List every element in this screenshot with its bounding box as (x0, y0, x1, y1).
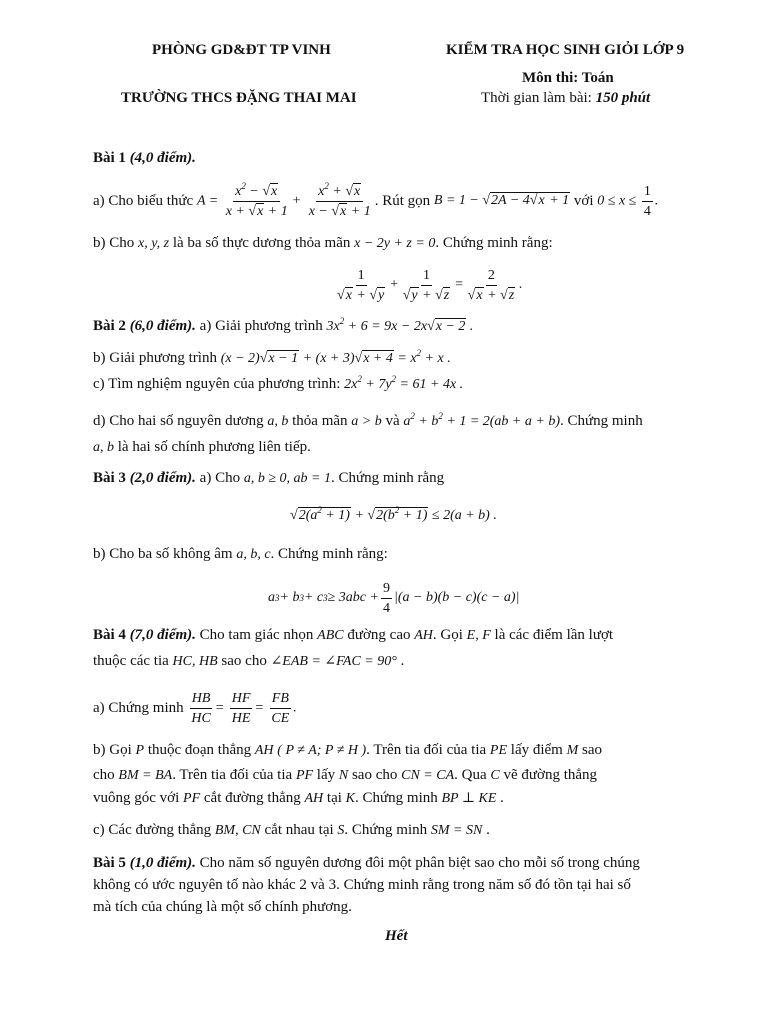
end-marker: Hết (385, 928, 408, 944)
bai4-b-line1 (93, 742, 602, 759)
bai4-b1-m: M (566, 742, 579, 758)
bai4-b1-text2: . Trên tia đối của tia (366, 742, 487, 758)
bai3-a (93, 470, 444, 487)
bai4-b3-a: vuông góc với (93, 790, 180, 806)
bai1-b-end: . Chứng minh rằng: (435, 235, 553, 251)
subject-line: Môn thi: Toán (522, 70, 614, 86)
bai2-points: (6,0 điểm). (129, 318, 196, 334)
bai1-a-range: 0 ≤ x ≤ $\frac{1}{4}$ . (597, 183, 659, 219)
bai4-b1-ah: AH (254, 742, 274, 758)
bai4-c-a: c) Các đường thẳng (93, 822, 212, 838)
bai4-b1-text: thuộc đoạn thẳng (147, 742, 252, 758)
bai4-b2-b: . Trên tia đối của tia (172, 767, 293, 783)
bai3-a-inequality: $√2(a^2 + 1)$ + $√2(b^2 + 1)$ ≤ 2(a + b) . (290, 505, 497, 523)
bai4-intro-line1 (93, 627, 613, 644)
bai4-a-prefix: a) Chứng minh (93, 699, 184, 716)
bai2-a-prefix: a) Giải phương trình (199, 318, 323, 334)
time-value: 150 phút (595, 90, 651, 106)
bai2-d-cond2: $a^2 + b^2 + 1 = 2(ab + a + b)$ (403, 410, 560, 429)
bai5-title: Bài 5 (93, 855, 126, 871)
bai4-b2-a: cho (93, 767, 115, 783)
bai4-b3-c: tại (326, 790, 342, 806)
bai4-b2-f: vẽ đường thẳng (503, 767, 598, 783)
department-name: PHÒNG GD&ĐT TP VINH (152, 42, 331, 58)
bai1-a-B: B = 1 − √2A − 4√x + 1 (433, 193, 570, 208)
bai4-a-ratio: $\frac{HB}{HC}$ = $\frac{HF}{HE}$ = $\frac{FB}{CE}$ . (191, 690, 297, 726)
bai4-b2-c: lấy (316, 767, 336, 783)
bai2-d-line2 (93, 439, 311, 456)
bai3-title: Bài 3 (93, 470, 126, 486)
bai1-b-cond: x − 2y + z = 0 (354, 236, 436, 251)
bai4-b3-pf: PF (183, 790, 201, 806)
bai1-b (93, 235, 553, 252)
bai4-b1-cond: ( P ≠ A; P ≠ H ) (277, 742, 367, 758)
bai4-ef: E, F (466, 627, 491, 643)
bai4-b2-d: sao cho (351, 767, 398, 783)
bai4-b2-pf: PF (295, 767, 314, 783)
bai4-b3-goal: BP ⊥ KE (441, 791, 497, 806)
bai4-line2a: thuộc các tia (93, 653, 169, 669)
bai4-b3-ah: AH (304, 790, 324, 806)
bai3-a-cond: a, b ≥ 0, ab = 1 (243, 470, 331, 486)
bai3-b-inequality: a 3 + b 3 + c 3 ≥ 3abc + $\frac{9}{4}$ |(a − b)(b − c)(c − a)| (268, 580, 520, 616)
exam-title: KIỂM TRA HỌC SINH GIỎI LỚP 9 (446, 42, 685, 58)
bai5-points: (1,0 điểm). (129, 855, 196, 871)
bai4-c-lines: BM, CN (214, 822, 261, 838)
bai2-b (93, 347, 451, 367)
bai3-b-prefix: b) Cho ba số không âm (93, 546, 233, 562)
bai3-points: (2,0 điểm). (129, 470, 196, 486)
bai4-angle-cond: ∠EAB = ∠FAC = 90° (270, 654, 397, 669)
bai4-b2-e: . Qua (454, 767, 487, 783)
bai1-a-expression: A = $\frac{x^2 - √x}{x + √x + 1}$ + $\frac{x^2 + √x}{x - √x + 1}$ (196, 180, 371, 219)
bai4-c-s: S (337, 822, 345, 838)
bai4-rays: HC, HB (172, 653, 218, 669)
bai5-line3: mà tích của chúng là một số chính phương. (93, 899, 352, 915)
bai5-text1: Cho năm số nguyên dương đôi một phân biệt sao cho mỗi số trong chúng (199, 855, 640, 871)
bai2-b-equation: $(x - 2)√x - 1 + (x + 3)√x + 4 = x^2 + x$ . (220, 347, 451, 366)
bai2-d-text1: thỏa mãn (292, 413, 348, 429)
bai4-c-c: . Chứng minh (344, 822, 428, 838)
bai4-intro3: . Gọi (432, 627, 463, 643)
bai4-intro-line2: thuộc các tia HC, HB sao cho ∠EAB = ∠FAC = 90° . (93, 653, 405, 669)
bai1-heading (93, 150, 196, 167)
bai2-d-prefix: d) Cho hai số nguyên dương (93, 413, 264, 429)
bai2-d-vars: a, b (267, 413, 289, 429)
bai4-b-line2 (93, 767, 597, 784)
time-line (481, 90, 650, 107)
bai4-b1-p: P (135, 742, 145, 758)
bai4-intro4: là các điểm lần lượt (494, 627, 614, 643)
bai2-d-line2-vars: a, b (93, 440, 114, 455)
bai3-b (93, 546, 388, 563)
bai2-c-equation: $2x^2 + 7y^2 = 61 + 4x$ . (344, 373, 464, 392)
bai2-d-and: và (385, 413, 400, 429)
bai4-b2-cond2: CN = CA (401, 767, 455, 783)
bai4-b2-cond: BM = BA (118, 767, 173, 783)
bai3-b-vars: a, b, c (236, 546, 271, 562)
bai1-points: (4,0 điểm). (129, 150, 196, 166)
bai4-b1: b) Gọi (93, 742, 132, 758)
bai4-intro2: đường cao (347, 627, 411, 643)
bai1-a-mid: . Rút gọn (374, 192, 431, 209)
bai4-points: (7,0 điểm). (129, 627, 196, 643)
bai1-b-identity: $\frac{1}{√x + √y}$ + $\frac{1}{√y + √z}$ = $\frac{2}{√x + √z}$ . (337, 267, 523, 303)
school-name: TRƯỜNG THCS ĐẶNG THAI MAI (121, 90, 357, 106)
bai4-title: Bài 4 (93, 627, 126, 643)
bai4-intro1: Cho tam giác nhọn (199, 627, 314, 643)
bai1-b-prefix: b) Cho (93, 235, 135, 251)
bai4-abc: ABC (317, 627, 344, 643)
time-label: Thời gian làm bài: (481, 90, 596, 106)
bai4-line2b: sao cho (221, 653, 267, 669)
bai4-c-b: cắt nhau tại (264, 822, 334, 838)
bai4-b2-c-pt: C (490, 767, 500, 783)
bai2-c (93, 373, 464, 393)
bai1-b-text: là ba số thực dương thỏa mãn (172, 235, 351, 251)
bai1-title: Bài 1 (93, 150, 126, 166)
bai4-b3-d: . Chứng minh (355, 790, 438, 806)
bai3-b-end: . Chứng minh rằng: (270, 546, 388, 562)
bai4-b-line3: vuông góc với PF cắt đường thẳng AH tại K . Chứng minh BP ⊥ KE . (93, 790, 504, 806)
bai2-b-prefix: b) Giải phương trình (93, 350, 217, 366)
bai4-a (93, 686, 297, 730)
bai1-a-prefix: a) Cho biểu thức (93, 192, 194, 209)
bai4-b1-pe: PE (489, 742, 508, 758)
bai3-a-prefix: a) Cho (199, 470, 241, 486)
bai3-a-end: . Chứng minh rằng (330, 470, 445, 486)
bai2-a (93, 315, 474, 335)
bai1-a-with: với (573, 192, 594, 209)
bai2-d-line2-text: là hai số chính phương liên tiếp. (117, 439, 311, 455)
bai4-ah: AH (414, 627, 433, 643)
bai5-line1 (93, 855, 640, 872)
bai4-b3-k: K (345, 790, 356, 806)
bai2-d-line1 (93, 410, 643, 430)
bai5-line2: không có ước nguyên tố nào khác 2 và 3. Chứng minh rằng trong năm số đó tồn tại hai số (93, 877, 631, 893)
bai4-c: c) Các đường thẳng BM, CN cắt nhau tại S . Chứng minh SM = SN . (93, 822, 490, 838)
bai2-d-cond1: a > b (351, 413, 382, 429)
bai2-d-end: . Chứng minh (560, 413, 643, 429)
bai2-title: Bài 2 (93, 318, 126, 334)
bai4-b1-text4: sao (582, 742, 603, 758)
bai2-a-equation: $3x^2 + 6 = 9x - 2x√x - 2$ . (326, 315, 474, 334)
bai4-b3-b: cắt đường thẳng (203, 790, 301, 806)
bai2-c-prefix: c) Tìm nghiệm nguyên của phương trình: (93, 376, 341, 392)
bai4-b1-text3: lấy điểm (510, 742, 563, 758)
bai4-b2-n: N (338, 767, 349, 783)
bai1-b-vars: x, y, z (138, 236, 170, 251)
bai1-a (93, 179, 658, 223)
bai4-c-goal: SM = SN (430, 822, 483, 838)
